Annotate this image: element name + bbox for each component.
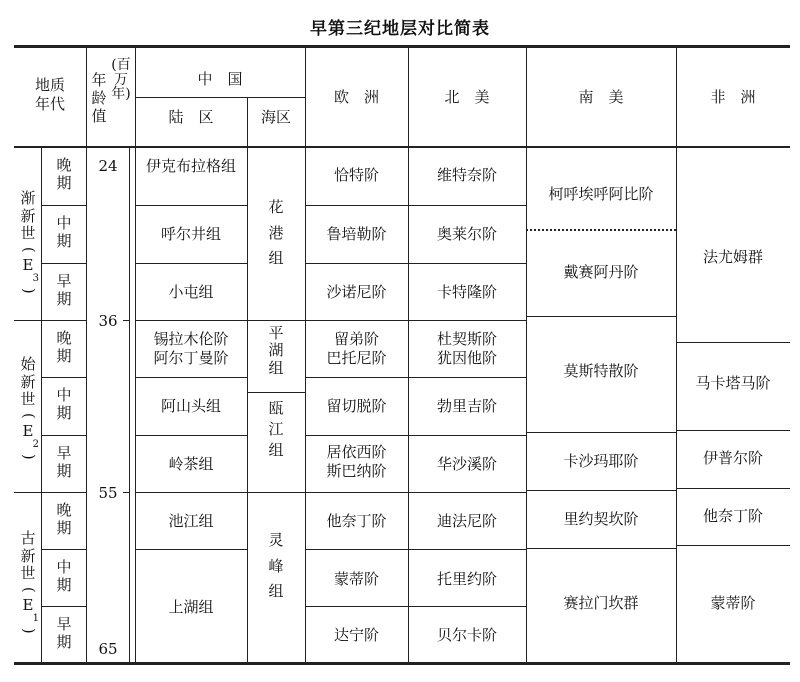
africa-cell: 蒙蒂阶 <box>710 594 756 612</box>
age-value: 36 <box>98 312 118 330</box>
china-land-cell: 阿山头组 <box>160 397 221 415</box>
subperiod-label: 早 期 <box>56 444 72 480</box>
age-scale-line <box>129 147 130 663</box>
europe-cell: 留切脱阶 <box>326 397 387 415</box>
subperiod-label: 早 期 <box>56 615 72 651</box>
row-line <box>408 549 526 550</box>
row-line <box>305 492 408 493</box>
row-line <box>305 205 408 206</box>
row-line <box>526 432 676 433</box>
north-america-cell: 华沙溪阶 <box>436 455 497 473</box>
row-line <box>408 606 526 607</box>
subperiod-label: 中 期 <box>56 558 72 594</box>
row-line <box>305 549 408 550</box>
row-line <box>305 263 408 264</box>
row-line <box>305 320 408 321</box>
row-line <box>135 492 247 493</box>
subperiod-label: 晚 期 <box>56 156 72 192</box>
row-line <box>305 435 408 436</box>
col-line <box>41 147 42 663</box>
china-sea-cell: 灵 峰 组 <box>268 531 284 600</box>
north-america-cell: 奥莱尔阶 <box>436 225 497 243</box>
row-line <box>408 492 526 493</box>
south-america-cell: 卡沙玛耶阶 <box>563 452 639 470</box>
africa-cell: 他奈丁阶 <box>702 507 763 525</box>
bottom-rule <box>14 662 790 665</box>
row-line <box>41 549 86 550</box>
age-value: 65 <box>98 640 118 658</box>
subperiod-label: 晚 期 <box>56 329 72 365</box>
header-europe: 欧 洲 <box>333 88 379 106</box>
europe-cell: 留弟阶 巴托尼阶 <box>326 330 387 367</box>
row-line <box>676 488 790 489</box>
col-line <box>247 97 248 663</box>
header-era-line1: 地质 <box>34 76 65 94</box>
header-age-unit: (百万年) <box>111 57 131 103</box>
row-line <box>41 606 86 607</box>
north-america-cell: 托里约阶 <box>436 570 497 588</box>
row-line <box>526 490 676 491</box>
africa-cell: 马卡塔马阶 <box>695 374 771 392</box>
col-line <box>86 46 87 663</box>
china-sea-cell: 平 湖 组 <box>268 324 284 377</box>
header-age-3: 值 <box>91 107 107 125</box>
row-line <box>247 492 305 493</box>
row-line <box>247 320 305 321</box>
header-china-sea: 海区 <box>260 108 291 126</box>
china-sub-rule <box>135 97 305 98</box>
china-land-cell: 小屯组 <box>168 283 214 301</box>
europe-cell: 沙诺尼阶 <box>326 283 387 301</box>
header-africa: 非 洲 <box>710 88 756 106</box>
europe-cell: 恰特阶 <box>333 166 379 184</box>
row-line <box>41 377 86 378</box>
epoch-oligocene: 渐 新 世 ( E 3 ) <box>19 189 39 294</box>
china-land-cell: 池江组 <box>168 512 214 530</box>
north-america-cell: 贝尔卡阶 <box>436 626 497 644</box>
china-land-cell: 上湖组 <box>168 598 214 616</box>
row-line <box>526 548 676 549</box>
china-land-cell: 岭茶组 <box>168 455 214 473</box>
row-line <box>305 606 408 607</box>
header-rule <box>14 146 790 148</box>
south-america-cell: 赛拉门坎群 <box>563 594 639 612</box>
col-line <box>135 46 136 663</box>
europe-cell: 他奈丁阶 <box>326 512 387 530</box>
europe-cell: 鲁培勒阶 <box>326 225 387 243</box>
row-line <box>41 205 86 206</box>
epoch-separator <box>14 492 41 493</box>
subperiod-label: 中 期 <box>56 386 72 422</box>
header-era-line2: 年代 <box>34 95 65 113</box>
row-line <box>408 377 526 378</box>
age-value: 24 <box>98 157 118 175</box>
epoch-separator <box>14 320 41 321</box>
row-line <box>408 320 526 321</box>
china-land-cell: 呼尔井组 <box>160 225 221 243</box>
row-line <box>135 377 247 378</box>
china-land-cell: 伊克布拉格组 <box>145 157 236 175</box>
row-line <box>41 492 86 493</box>
china-sea-cell: 花 港 组 <box>268 198 284 267</box>
row-line <box>408 263 526 264</box>
col-line <box>526 46 527 663</box>
row-line <box>135 320 247 321</box>
south-america-cell: 戴赛阿丹阶 <box>563 263 639 281</box>
subperiod-label: 中 期 <box>56 214 72 250</box>
row-line <box>135 263 247 264</box>
header-north-america: 北 美 <box>444 88 490 106</box>
header-china-land: 陆 区 <box>168 108 214 126</box>
row-line <box>135 435 247 436</box>
row-line <box>305 377 408 378</box>
row-line <box>408 205 526 206</box>
row-line <box>41 263 86 264</box>
africa-cell: 法尤姆群 <box>702 248 763 266</box>
header-age-1: 年 <box>91 71 107 89</box>
north-america-cell: 勃里吉阶 <box>436 397 497 415</box>
north-america-cell: 卡特隆阶 <box>436 283 497 301</box>
age-value: 55 <box>98 484 118 502</box>
row-line <box>135 549 247 550</box>
south-america-cell: 里约契坎阶 <box>563 510 639 528</box>
subperiod-label: 晚 期 <box>56 501 72 537</box>
europe-cell: 居依西阶 斯巴纳阶 <box>326 443 387 480</box>
epoch-eocene: 始 新 世 ( E 2 ) <box>19 355 39 460</box>
north-america-cell: 迪法尼阶 <box>436 512 497 530</box>
row-line <box>526 316 676 317</box>
subperiod-label: 早 期 <box>56 272 72 308</box>
row-line <box>247 392 305 393</box>
china-sea-cell: 瓯 江 组 <box>268 399 284 459</box>
row-line <box>41 435 86 436</box>
epoch-paleocene: 古 新 世 ( E 1 ) <box>19 529 39 634</box>
row-line <box>41 320 86 321</box>
header-age-2: 龄 <box>91 89 107 107</box>
top-rule <box>14 45 790 48</box>
europe-cell: 蒙蒂阶 <box>333 570 379 588</box>
col-line <box>676 46 677 663</box>
header-south-america: 南 美 <box>578 88 624 106</box>
south-america-cell: 莫斯特散阶 <box>563 362 639 380</box>
table-title: 早第三纪地层对比简表 <box>310 19 490 39</box>
africa-cell: 伊普尔阶 <box>702 449 763 467</box>
dotted-separator <box>526 229 676 231</box>
china-land-cell: 锡拉木伦阶 阿尔丁曼阶 <box>153 330 229 367</box>
row-line <box>676 342 790 343</box>
header-china: 中 国 <box>197 70 243 88</box>
row-line <box>135 205 247 206</box>
row-line <box>408 435 526 436</box>
south-america-cell: 柯呼埃呼阿比阶 <box>548 185 654 203</box>
row-line <box>676 430 790 431</box>
row-line <box>676 545 790 546</box>
north-america-cell: 杜契斯阶 犹因他阶 <box>436 330 497 367</box>
europe-cell: 达宁阶 <box>333 626 379 644</box>
north-america-cell: 维特奈阶 <box>436 166 497 184</box>
